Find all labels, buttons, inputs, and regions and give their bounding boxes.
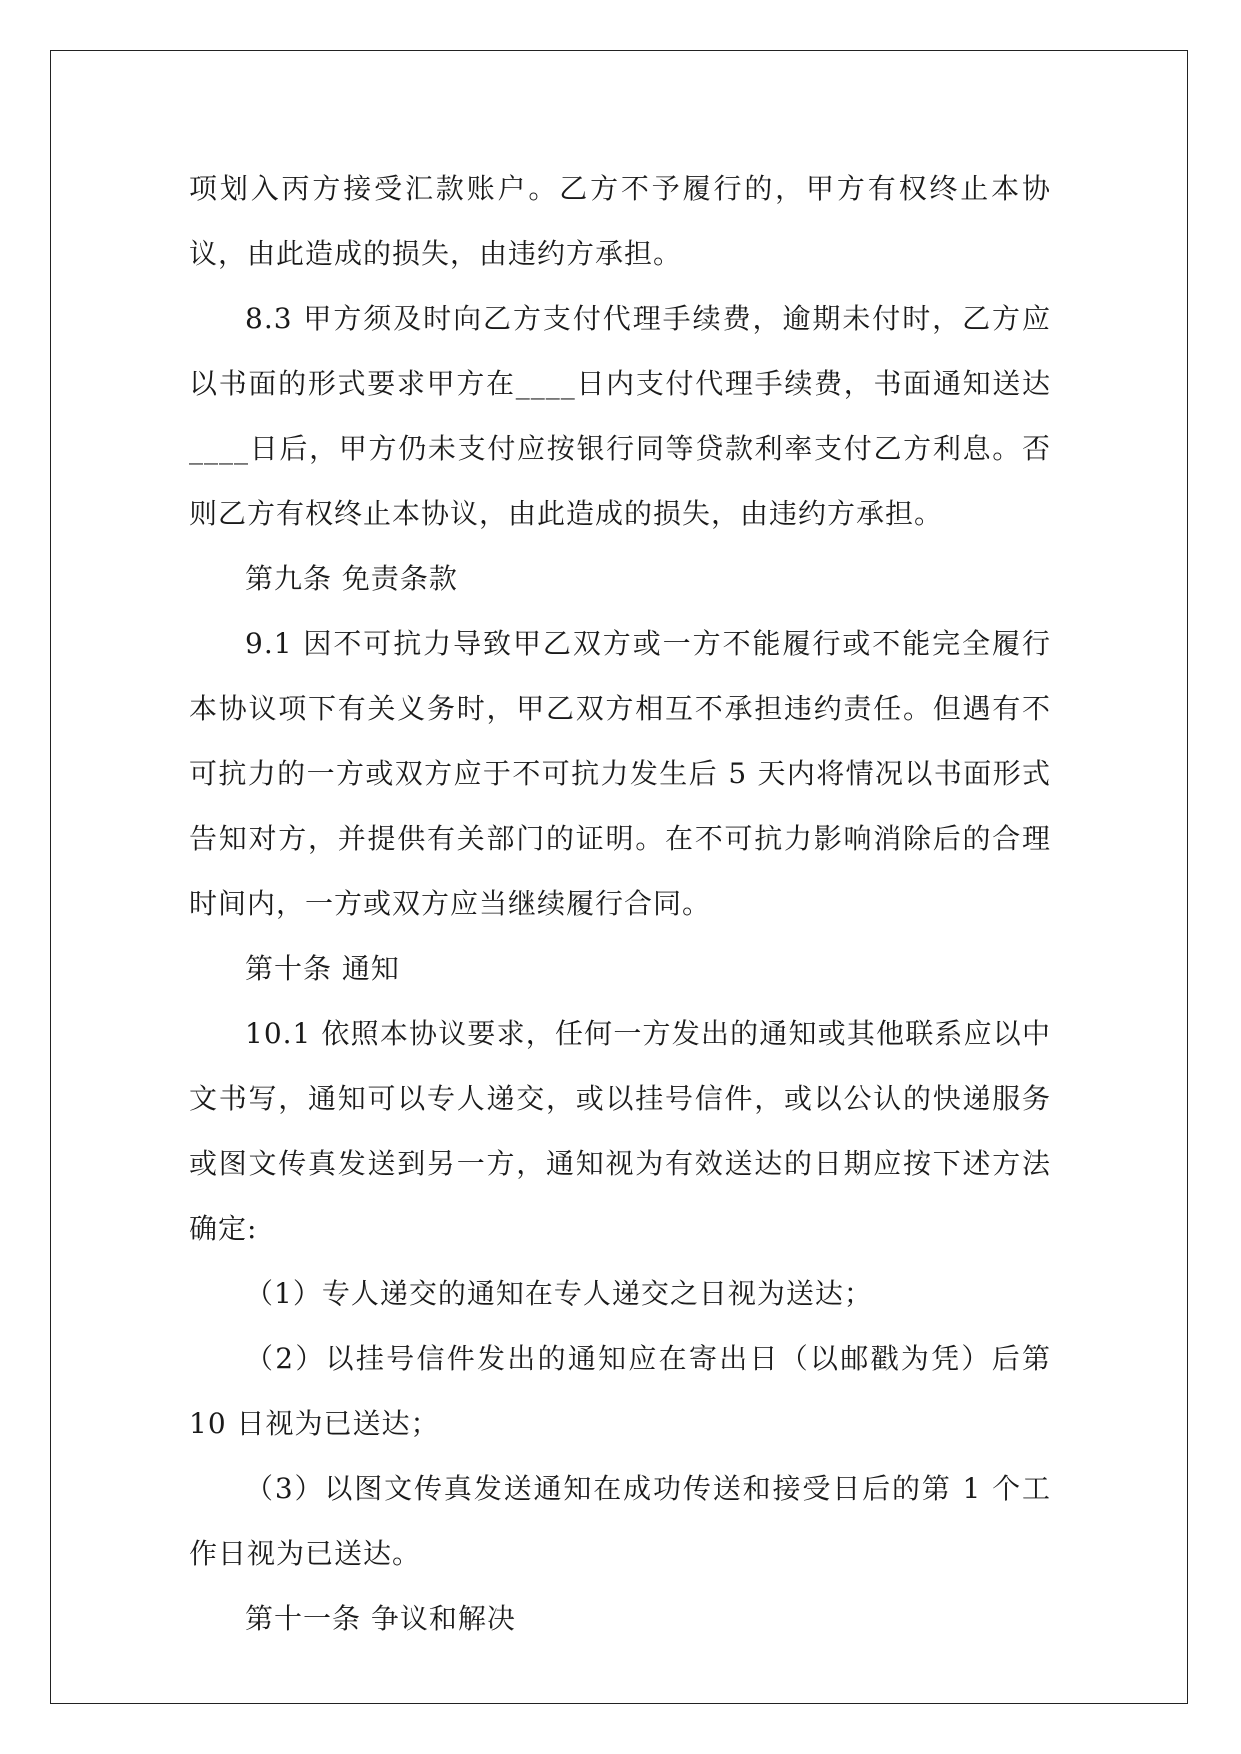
list-item-3: （3）以图文传真发送通知在成功传送和接受日后的第 1 个工作日视为已送达。: [189, 1472, 1051, 1570]
clause-10-1: 10.1 依照本协议要求，任何一方发出的通知或其他联系应以中文书写，通知可以专人递交，或以挂号信件，或以公认的快递服务或图文传真发送到另一方，通知视为有效送达的日期应按下述方法确定:: [189, 1017, 1051, 1245]
section-heading-11: 第十一条 争议和解决: [245, 1602, 516, 1635]
paragraph-continued: 项划入丙方接受汇款账户。乙方不予履行的，甲方有权终止本协议，由此造成的损失，由违约方承担。: [189, 172, 1051, 270]
clause-9-1: 9.1 因不可抗力导致甲乙双方或一方不能履行或不能完全履行本协议项下有关义务时，甲乙双方相互不承担违约责任。但遇有不可抗力的一方或双方应于不可抗力发生后 5 天内将情况以书面形式告知对方，并提供有关部门的证明。在不可抗力影响消除后的合理时间内，一方或双方应当继续履行合同。: [189, 627, 1051, 920]
document-body: [189, 156, 1051, 1651]
list-item-2: （2）以挂号信件发出的通知应在寄出日（以邮戳为凭）后第 10 日视为已送达；: [189, 1342, 1051, 1440]
section-heading-9: 第九条 免责条款: [245, 562, 458, 595]
section-heading-10: 第十条 通知: [245, 952, 400, 985]
clause-8-3: 8.3 甲方须及时向乙方支付代理手续费，逾期未付时，乙方应以书面的形式要求甲方在____日内支付代理手续费，书面通知送达____日后，甲方仍未支付应按银行同等贷款利率支付乙方利息。否则乙方有权终止本协议，由此造成的损失，由违约方承担。: [189, 302, 1051, 530]
list-item-1: （1）专人递交的通知在专人递交之日视为送达；: [245, 1277, 873, 1310]
